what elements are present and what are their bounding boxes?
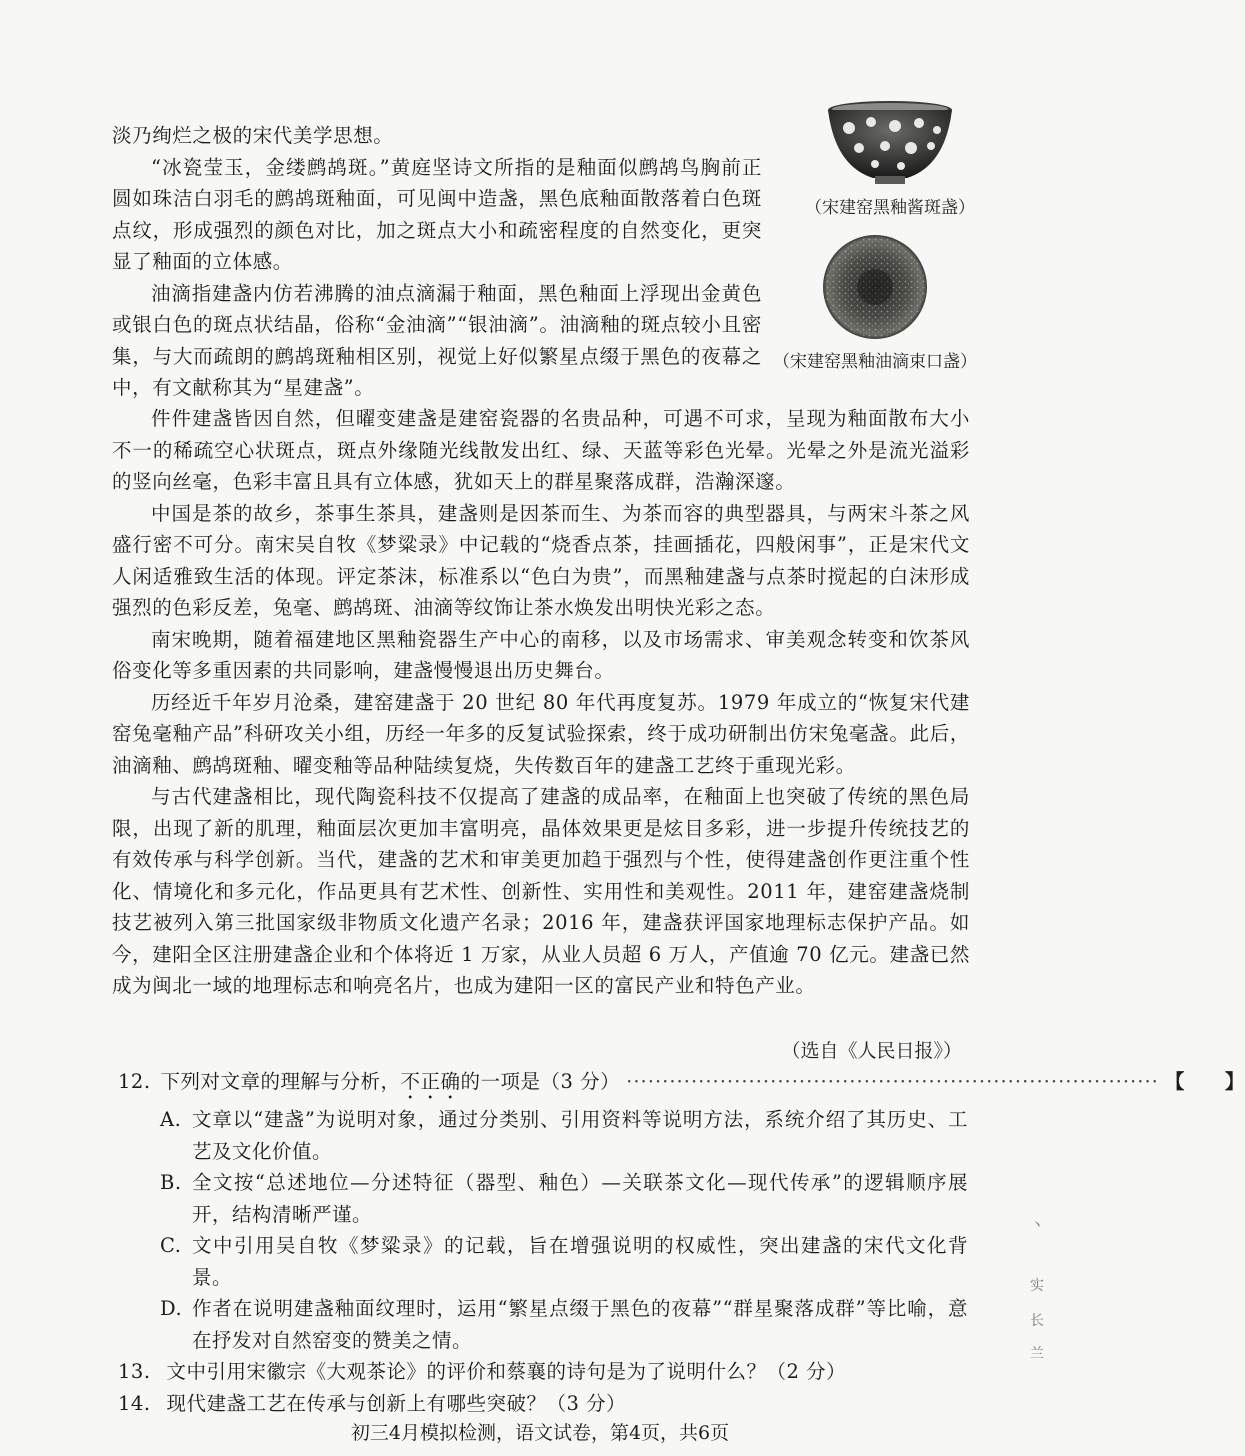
question-number: 14. [118, 1391, 151, 1415]
question-stem: 下列对文章的理解与分析， [160, 1070, 401, 1093]
article-paragraph: 历经近千年岁月沧桑，建窑建盏于 20 世纪 80 年代再度复苏。1979 年成立的“恢复宋代建窑兔毫釉产品”科研攻关小组，历经一年多的反复试验探索，终于成功研制出仿宋兔毫盏。此后，油滴釉、鹧鸪斑釉、曜变釉等品种陆续复烧，失传数百年的建盏工艺终于重现光彩。 [112, 690, 970, 777]
option-letter: D. [160, 1297, 183, 1320]
option-letter: C. [160, 1234, 182, 1257]
article-paragraph: 南宋晚期，随着福建地区黑釉瓷器生产中心的南移，以及市场需求、审美观念转变和饮茶风俗变化等多重因素的共同影响，建盏慢慢退出历史舞台。 [112, 627, 970, 682]
question-13 [118, 1356, 968, 1388]
question-14 [118, 1388, 968, 1420]
bowl-top-photo-icon [820, 232, 930, 342]
article-paragraph: 件件建盏皆因自然，但曜变建盏是建窑瓷器的名贵品种，可遇不可求，呈现为釉面散布大小不一的稀疏空心状斑点，斑点外缘随光线散发出红、绿、天蓝等彩色光晕。光晕之外是流光溢彩的竖向丝毫，色彩丰富且具有立体感，犹如天上的群星聚落成群，浩瀚深邃。 [112, 407, 970, 493]
bowl-photo-icon [815, 96, 965, 188]
questions-section [118, 1066, 1245, 1419]
margin-mark: 兰 [1030, 1346, 1044, 1362]
figure-youdi-bowl [770, 232, 980, 372]
article-paragraph: 淡乃绚烂之极的宋代美学思想。 [112, 124, 394, 147]
figure-caption: （宋建窑黑釉油滴束口盏） [773, 352, 977, 372]
option-b[interactable] [160, 1167, 968, 1230]
option-letter: B. [160, 1171, 182, 1194]
article-paragraph: 与古代建盏相比，现代陶瓷科技不仅提高了建盏的成品率，在釉面上也突破了传统的黑色局限，出现了新的肌理，釉面层次更加丰富明亮，晶体效果更是炫目多彩，进一步提升传统技艺的有效传承与科学创新。当代，建盏的艺术和审美更加趋于强烈与个性，使得建盏创作更注重个性化、情境化和多元化，作品更具有艺术性、创新性、实用性和美观性。2011 年，建窑建盏烧制技艺被列入第三批国家级非物质文化遗产名录；2016 年，建盏获评国家地理标志保护产品。如今，建阳全区注册建盏企业和个体将近 1 万家，从业人员超 6 万人，产值逾 70 亿元。建盏已然成为闽北一域的地理标志和响亮名片，也成为建阳一区的富民产业和特色产业。 [112, 785, 970, 997]
article-source: （选自《人民日报》） [781, 1040, 962, 1062]
option-d[interactable] [160, 1293, 968, 1356]
question-number: 13. [118, 1360, 151, 1383]
question-stem: 的一项是（3 分） [460, 1070, 621, 1093]
option-letter: A. [160, 1108, 182, 1131]
option-text: 文中引用吴自牧《梦粱录》的记载，旨在增强说明的权威性，突出建盏的宋代文化背景。 [192, 1234, 968, 1289]
option-text: 文章以“建盏”为说明对象，通过分类别、引用资料等说明方法，系统介绍了其历史、工艺及文化价值。 [192, 1108, 968, 1163]
option-text: 作者在说明建盏釉面纹理时，运用“繁星点缀于黑色的夜幕”“群星聚落成群”等比喻，意在抒发对自然窑变的赞美之情。 [192, 1297, 968, 1352]
question-number: 12. [118, 1070, 151, 1093]
question-text: 现代建盏工艺在传承与创新上有哪些突破？（3 分） [166, 1391, 627, 1415]
question-12 [118, 1066, 1245, 1104]
page-footer: 初三4月模拟检测，语文试卷，第4页，共6页 [350, 1422, 730, 1444]
article-body [112, 403, 970, 1002]
margin-mark: 丶 [1030, 1218, 1044, 1234]
leader-dots: ·········································································· [626, 1070, 1159, 1093]
margin-mark: 实 [1030, 1278, 1044, 1294]
figure-caption: （宋建窑黑釉酱斑盏） [805, 198, 975, 218]
margin-marks [1030, 1215, 1060, 1365]
option-text: 全文按“总述地位—分述特征（器型、釉色）—关联茶文化—现代传承”的逻辑顺序展开，结构清晰严谨。 [192, 1171, 968, 1226]
article-paragraph: “冰瓷莹玉，金缕鹧鸪斑。”黄庭坚诗文所指的是釉面似鹧鸪鸟胸前正圆如珠洁白羽毛的鹧鸪斑釉面，可见闽中造盏，黑色底釉面散落着白色斑点纹，形成强烈的颜色对比，加之斑点大小和疏密程度的自然变化，更突显了釉面的立体感。 [112, 155, 762, 273]
margin-mark: 长 [1030, 1313, 1044, 1329]
question-stem-emphasis: 不正确 [400, 1070, 461, 1093]
question-text: 文中引用宋徽宗《大观茶论》的评价和蔡襄的诗句是为了说明什么？（2 分） [166, 1360, 847, 1383]
article-paragraph: 油滴指建盏内仿若沸腾的油点滴漏于釉面，黑色釉面上浮现出金黄色或银白色的斑点状结晶，俗称“金油滴”“银油滴”。油滴釉的斑点较小且密集，与大而疏朗的鹧鸪斑釉相区别，视觉上好似繁星点缀于黑色的夜幕之中，有文献称其为“星建盏”。 [112, 281, 762, 399]
article-body-top [112, 120, 762, 404]
answer-bracket[interactable]: 【 】 [1164, 1070, 1245, 1093]
article-paragraph: 中国是茶的故乡，茶事生茶具，建盏则是因茶而生、为茶而容的典型器具，与两宋斗茶之风盛行密不可分。南宋吴自牧《梦粱录》中记载的“烧香点茶，挂画插花，四般闲事”，正是宋代文人闲适雅致生活的体现。评定茶沫，标准系以“色白为贵”，而黑釉建盏与点茶时搅起的白沫形成强烈的色彩反差，兔毫、鹧鸪斑、油滴等纹饰让茶水焕发出明快光彩之态。 [112, 501, 970, 619]
option-a[interactable] [160, 1104, 968, 1167]
figure-jiangban-bowl [800, 96, 980, 218]
option-c[interactable] [160, 1230, 968, 1293]
